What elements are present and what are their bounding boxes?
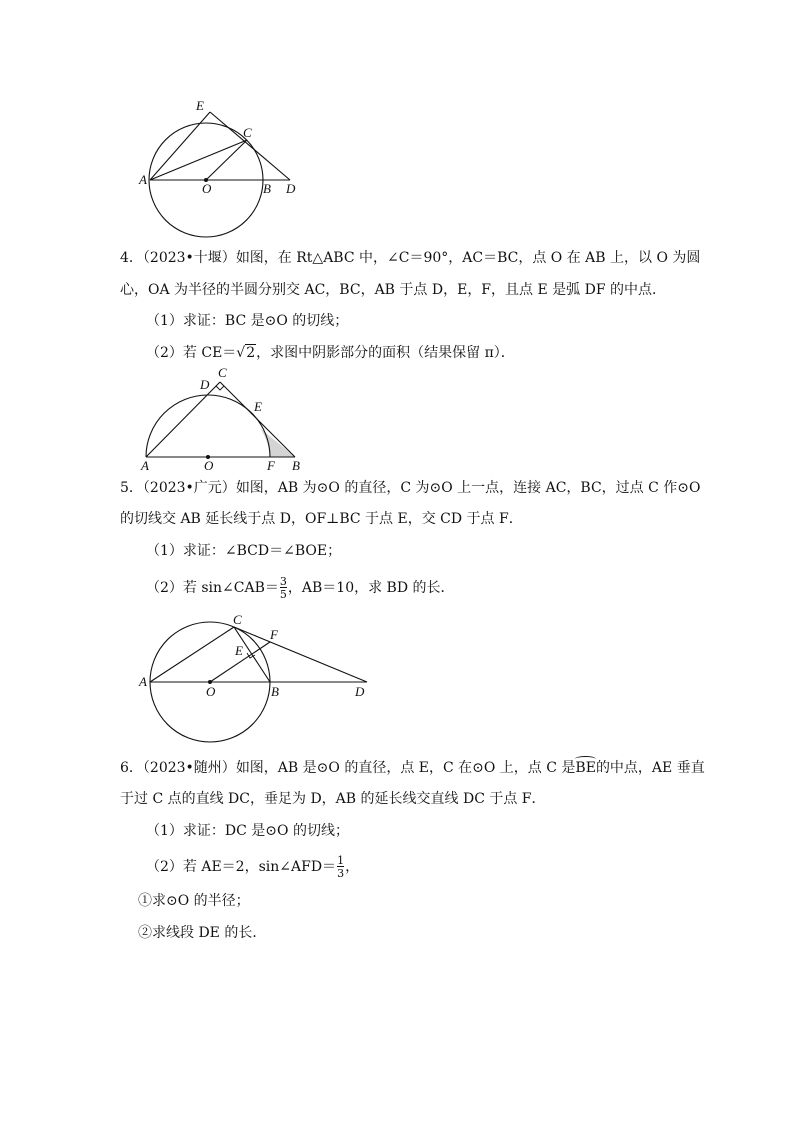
problem-5-text-1: 如图，AB 为⊙O 的直径，C 为⊙O 上一点，连接 AC，BC，过点 C 作⊙O [235, 480, 701, 496]
problem-4-q2-text-a: （2）若 CE＝ [146, 345, 237, 361]
problem-6-q2-text-b: ， [345, 859, 360, 875]
segment-oc [206, 140, 247, 180]
problem-4-line-2 [120, 280, 666, 300]
figure-problem-3 [130, 92, 310, 242]
problem-4-q2-text-b: ，求图中阴影部分的面积（结果保留 π）． [256, 345, 515, 361]
problem-6-line-1 [120, 758, 705, 778]
segment-cb [220, 382, 295, 457]
label-o: O [202, 181, 212, 196]
problem-5-q1-text: （1）求证：∠BCD＝∠BOE； [146, 543, 342, 559]
label-c: C [243, 125, 252, 140]
problem-5-number: 5． [120, 480, 143, 496]
problem-4-text-1: 如图，在 Rt△ABC 中，∠C＝90°，AC＝BC，点 O 在 AB 上，以 O 为圆 [235, 250, 701, 266]
problem-5-line-1 [120, 478, 701, 498]
label-b: B [263, 181, 271, 196]
problem-5-text-2: 的切线交 AB 延长线于点 D，OF⊥BC 于点 E，交 CD 于点 F． [120, 511, 523, 527]
problem-5-line-2 [120, 509, 523, 529]
fraction-denominator: 3 [337, 867, 345, 880]
label-o: O [204, 458, 214, 473]
problem-6-subquestion-1 [138, 891, 250, 911]
problem-6-text-2: 于过 C 点的直线 DC，垂足为 D，AB 的延长线交直线 DC 于点 F． [120, 791, 546, 807]
problem-6-s1-text: ①求⊙O 的半径； [138, 893, 250, 909]
segment-cd [234, 627, 367, 682]
problem-4-question-1 [146, 311, 348, 331]
problem-6-text-1a: 如图，AB 是⊙O 的直径，点 E，C 在⊙O 上，点 C 是 [235, 760, 576, 776]
sqrt-symbol: √2 [236, 345, 256, 361]
problem-5-question-1 [146, 541, 341, 561]
fraction-numerator: 3 [279, 575, 287, 588]
segment-ac [146, 382, 220, 457]
fraction-numerator: 1 [337, 854, 345, 867]
problem-6-q2-text-a: （2）若 AE＝2，sin∠AFD＝ [146, 859, 337, 875]
label-d: D [355, 684, 365, 699]
figure-problem-5 [130, 608, 380, 743]
fraction-denominator: 5 [279, 588, 287, 601]
problem-6-q1-text: （1）求证：DC 是⊙O 的切线； [146, 823, 349, 839]
label-f: F [267, 458, 275, 473]
arc-be: BE [575, 760, 596, 776]
label-f: F [270, 627, 278, 642]
problem-5-q2-text-b: ，AB＝10，求 BD 的长． [287, 580, 455, 596]
problem-5-q2-text-a: （2）若 sin∠CAB＝ [146, 580, 279, 596]
sqrt-radicand: 2 [246, 345, 256, 361]
figure-problem-4 [130, 362, 320, 474]
semicircle-o [146, 395, 270, 457]
problem-6-number: 6． [120, 760, 143, 776]
problem-4-source: （2023•十堰） [142, 250, 236, 266]
right-angle-mark [216, 386, 224, 390]
problem-6-s2-text: ②求线段 DE 的长． [138, 925, 267, 941]
label-c: C [218, 365, 227, 380]
label-a: A [139, 172, 147, 187]
label-b: B [292, 458, 300, 473]
label-d: D [286, 181, 296, 196]
fraction [337, 855, 344, 879]
label-c: C [233, 612, 242, 627]
problem-5-source: （2023•广元） [142, 480, 236, 496]
label-d: D [200, 377, 210, 392]
problem-6-text-1b: 的中点，AE 垂直 [595, 760, 705, 776]
fraction [280, 576, 287, 600]
problem-6-question-1 [146, 821, 349, 841]
problem-6-source: （2023•随州） [142, 760, 236, 776]
segment-ed [210, 112, 290, 180]
label-b: B [271, 684, 279, 699]
problem-6-line-2 [120, 789, 546, 809]
label-a: A [139, 674, 147, 689]
problem-4-line-1 [120, 248, 700, 268]
problem-5-question-2 [146, 576, 455, 600]
problem-6-subquestion-2 [138, 923, 266, 943]
label-e: E [235, 643, 243, 658]
label-o: O [206, 684, 216, 699]
problem-4-q1-text: （1）求证：BC 是⊙O 的切线； [146, 313, 349, 329]
segment-ac [150, 140, 247, 180]
label-a: A [141, 458, 149, 473]
segment-ae [150, 112, 210, 180]
problem-6-question-2 [146, 855, 359, 879]
problem-4-number: 4． [120, 250, 143, 266]
label-e: E [254, 399, 262, 414]
problem-4-text-2: 心，OA 为半径的半圆分别交 AC，BC，AB 于点 D，E，F，且点 E 是弧 DF 的中点． [120, 282, 666, 298]
problem-4-question-2 [146, 343, 515, 363]
label-e: E [196, 98, 204, 113]
